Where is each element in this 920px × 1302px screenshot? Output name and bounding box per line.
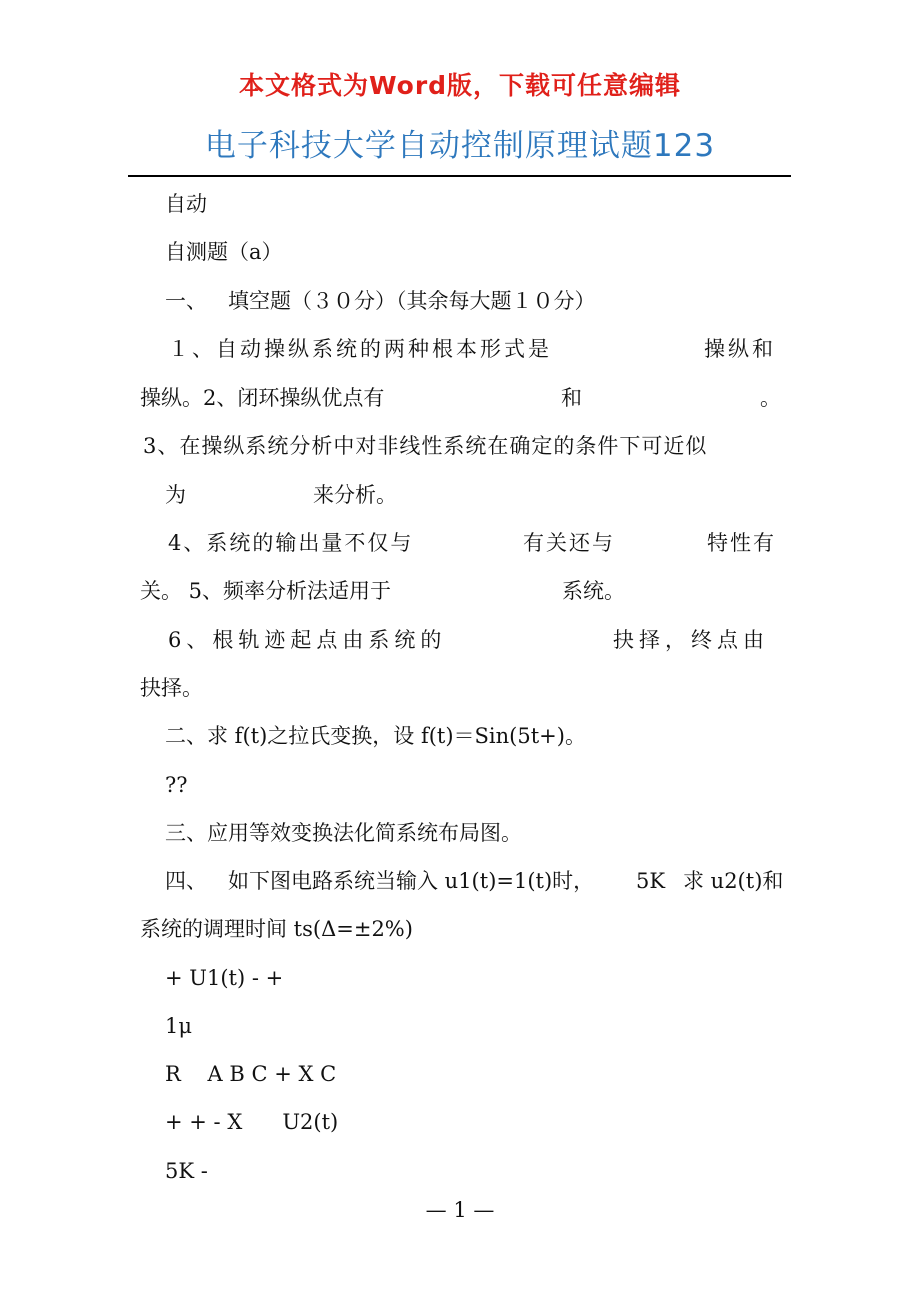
q3-text-cont: 为 (165, 483, 186, 507)
q4-text: 4、系统的输出量不仅与 (168, 531, 414, 555)
text-line-1: 自动 (165, 192, 207, 216)
section-4-text-end: 求 u2(t)和 (683, 869, 784, 893)
circuit-label-3: R A B C + X C (165, 1062, 337, 1086)
circuit-label-2: 1μ (165, 1014, 193, 1038)
q2-text-end: 。 (760, 386, 781, 410)
q5-text-end: 系统。 (562, 579, 625, 603)
page-number: — 1 — (425, 1198, 495, 1222)
document-title: 电子科技大学自动控制原理试题123 (204, 128, 716, 164)
section-4-resistor: 5K (636, 869, 666, 893)
section-1-number: 一、 (165, 289, 207, 313)
circuit-label-4: + + - X U2(t) (165, 1110, 339, 1134)
section-4-number: 四、 (165, 869, 207, 893)
q1-text: １、自动操纵系统的两种根本形式是 (168, 337, 552, 361)
q6-text-end: 抉择，终点由 (613, 628, 769, 652)
q2-text: 操纵。2、闭环操纵优点有 (140, 386, 385, 410)
word-format-banner: 本文格式为Word版，下载可任意编辑 (238, 71, 682, 100)
section-2-text: 二、求 f(t)之拉氏变换，设 f(t)＝Sin(5t+)。 (165, 724, 586, 748)
q3-text-end: 来分析。 (313, 483, 397, 507)
section-1-heading: 填空题（３０分）（其余每大题１０分） (228, 289, 596, 313)
section-4-text-cont: 系统的调理时间 ts(Δ=±2%) (140, 917, 413, 941)
q6-text: 6、根轨迹起点由系统的 (168, 628, 447, 652)
garbled-symbols: ?? (165, 773, 188, 797)
title-divider (128, 175, 791, 177)
q3-text: 3、在操纵系统分析中对非线性系统在确定的条件下可近似 (143, 434, 708, 458)
q4-text-mid: 有关还与 (523, 531, 615, 555)
text-line-2: 自测题（a） (165, 240, 283, 264)
q2-text-and: 和 (561, 386, 582, 410)
section-4-text: 如下图电路系统当输入 u1(t)=1(t)时， (228, 869, 595, 893)
circuit-label-5: 5K - (165, 1159, 208, 1183)
q5-text: 关。 5、频率分析法适用于 (140, 579, 392, 603)
q6-text-cont: 抉择。 (140, 676, 203, 700)
q4-text-end: 特性有 (707, 531, 776, 555)
circuit-label-1: + U1(t) - + (165, 966, 284, 990)
section-3-text: 三、应用等效变换法化简系统布局图。 (165, 821, 522, 845)
q1-text-end: 操纵和 (704, 337, 776, 361)
